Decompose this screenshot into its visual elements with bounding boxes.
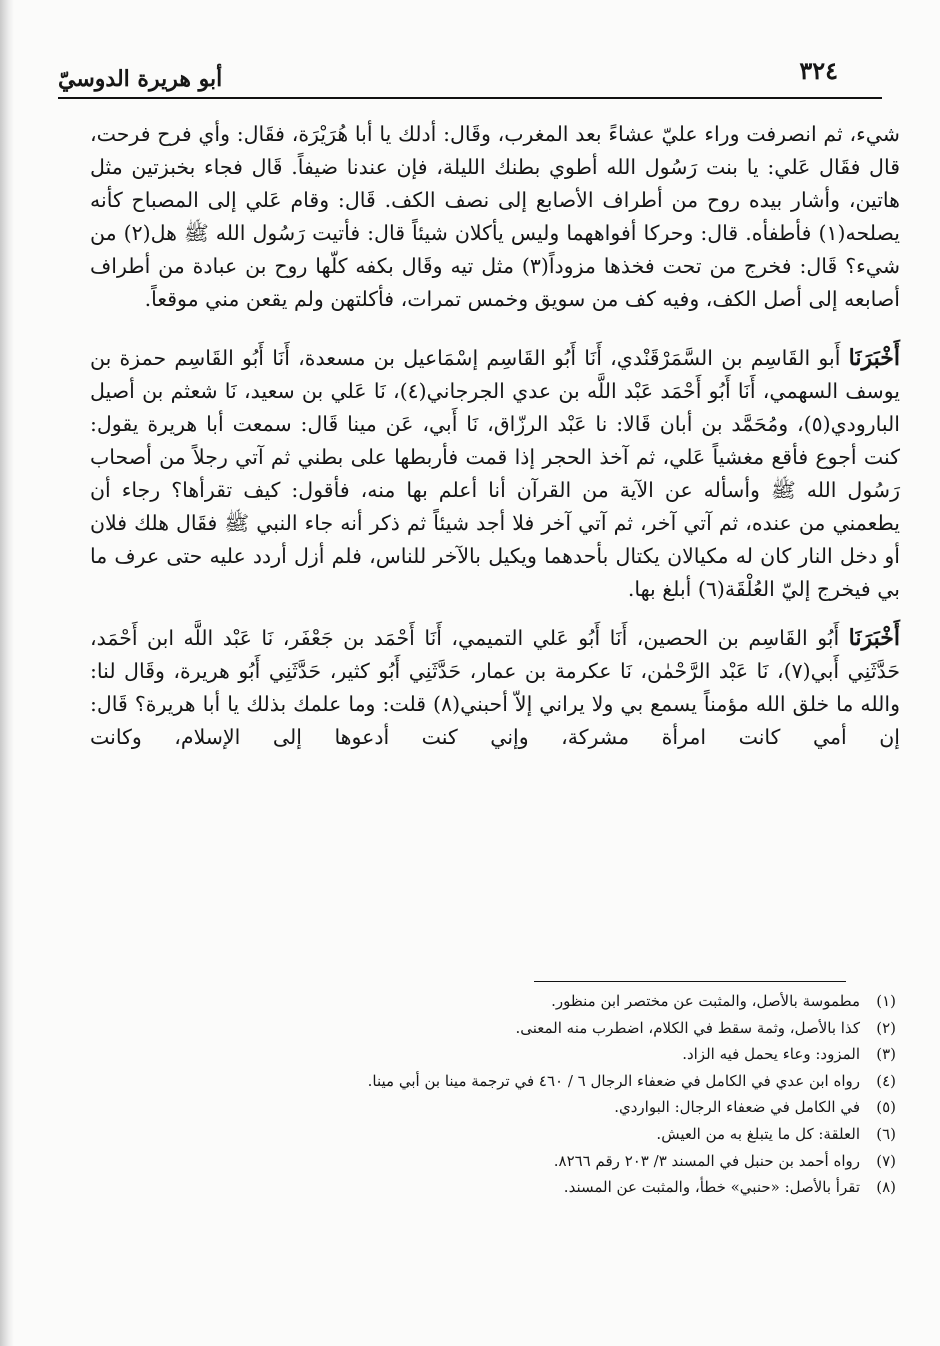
footnote — [120, 1015, 896, 1042]
footnote-rule — [534, 981, 846, 982]
footnote — [120, 1174, 896, 1201]
footnote — [120, 1041, 896, 1068]
footnote-mark: (٦) — [876, 1124, 896, 1143]
footnote-text: تقرأ بالأصل: «حنبي» خطأ، والمثبت عن المسند. — [563, 1178, 860, 1197]
footnote-text: رواه ابن عدي في الكامل في ضعفاء الرجال ٦ / ٤٦٠ في ترجمة مينا بن أبي مينا. — [367, 1071, 860, 1090]
footnote-text: العلقة: كل ما يتبلغ به من العيش. — [656, 1124, 860, 1143]
footnote-mark: (٨) — [876, 1178, 896, 1197]
hadith-text: أَبو القَاسِم بن السَّمَرْقَنْدي، أَنَا أَبُو القَاسِم إسْمَاعيل بن مسعدة، أَنَا أَبُو القَاسِم حمزة بن يوسف السهمي، أَنَا أَبُو أَحْمَد عَبْد اللَّه بن عدي الجرجاني(٤)، نَا عَلي بن سعيد، نَا شعثم بن أصيل البارودي(٥)، ومُحَمَّد بن أبان قَالا: نا عَبْد الرزّاق، نَا أَبي، عَن مينا قَال: سمعت أبا هريرة يقول: كنت أجوع فأقع مغشياً عَلي، ثم آخذ الحجر إذا قمت فأربطها على بطني ثم آتي رجلاً من أصحاب رَسُول الله ﷺ وأسأله عن الآية من القرآن أنا أعلم بها منه، فأقول: كيف تقرأها؟ رجاء أن يطعمني من عنده، ثم آتي آخر، ثم آتي آخر فلا أجد شيئاً ثم ذكر أنه جاء النبي ﷺ فقَال هلك فلان أو دخل النار كان له مكيالان يكتال بأحدهما ويكيل بالآخر للناس، فلم أزل أردد عليه حتى عرف ما بي فيخرج إليّ العُلْقَة(٦) أبلغ بها. — [90, 346, 900, 601]
footnotes — [120, 988, 896, 1201]
footnote — [120, 988, 896, 1015]
header-rule — [58, 97, 882, 99]
hadith-lead-word: أَخْبَرَنَا — [848, 345, 900, 371]
footnote-mark: (٧) — [876, 1151, 896, 1170]
footnote-text: في الكامل في ضعفاء الرجال: البواردي. — [614, 1098, 860, 1117]
footnote-text: رواه أحمد بن حنبل في المسند ٣/ ٢٠٣ رقم ٨٢٦٦. — [553, 1151, 860, 1170]
footnote-mark: (٣) — [876, 1045, 896, 1064]
footnote-mark: (١) — [876, 992, 896, 1010]
hadith-text: أَبُو القَاسِم بن الحصين، أَنَا أَبُو عَلي التميمي، أَنَا أَحْمَد بن جَعْفَر، نَا عَبْد اللَّه ابن أَحْمَد، حَدَّثَنِي أَبي(٧)، نَا عَبْد الرَّحْمٰن، نَا عكرمة بن عمار، حَدَّثَنِي أَبُو كثير، حَدَّثَنِي أَبُو هريرة، وقَال لنا: والله ما خلق الله مؤمناً يسمع بي ولا يراني إلاّ أحبني(٨) قلت: وما علمك بذلك يا أبا هريرة؟ قَال: إن أمي كانت امرأة مشركة، وإني كنت أدعوها إلى الإسلام، وكانت — [90, 626, 901, 749]
footnote — [120, 1148, 896, 1175]
footnote-mark: (٥) — [876, 1098, 896, 1117]
page-header — [58, 52, 882, 98]
footnote — [120, 1121, 896, 1148]
intro-paragraph: شيء، ثم انصرفت وراء عليّ عشاءً بعد المغرب، وقَال: أدلك يا أبا هُرَيْرَة، فقَال: وأي فرح فرحت، قال فقَال عَلي: يا بنت رَسُول الله أطوي بطنك الليلة، فإن عندنا ضيفاً. قَال فجاء بخبزتين مثل هاتين، وأشار بيده روح من أطراف الأصابع إلى نصف الكف. قَال: وقام عَلي إلى المصباح كأنه يصلحه(١) فأطفأه. قال: وحركا أفواههما وليس يأكلان شيئاً قال: فأتيت رَسُول الله ﷺ هل(٢) من شيء؟ قَال: فخرج من تحت فخذها مزوداً(٣) مثل تيه وقَال بكفه كلّها روح بن عبادة من أطراف أصابعه إلى أصل الكف، وفيه كف من سويق وخمس تمرات، فأكلتهن ولم يقعن مني موقعاً. — [90, 122, 900, 311]
footnote-text: كذا بالأصل، وثمة سقط في الكلام، اضطرب منه المعنى. — [515, 1018, 860, 1037]
running-title: أبو هريرة الدوسيّ — [58, 66, 223, 92]
footnote-mark: (٤) — [876, 1071, 896, 1090]
scan-edge-shadow — [0, 0, 14, 1346]
footnote-text: المزود: وعاء يحمل فيه الزاد. — [682, 1045, 860, 1064]
footnote — [120, 1094, 896, 1121]
hadith-paragraph-1 — [90, 342, 900, 606]
footnote-text: مطموسة بالأصل، والمثبت عن مختصر ابن منظور. — [551, 992, 860, 1010]
hadith-lead-word: أَخْبَرَنَا — [848, 625, 900, 651]
page-number: ٣٢٤ — [799, 56, 838, 85]
hadith-paragraph-2 — [90, 622, 900, 754]
main-text — [90, 118, 900, 770]
footnote — [120, 1068, 896, 1095]
footnote-mark: (٢) — [876, 1018, 896, 1037]
